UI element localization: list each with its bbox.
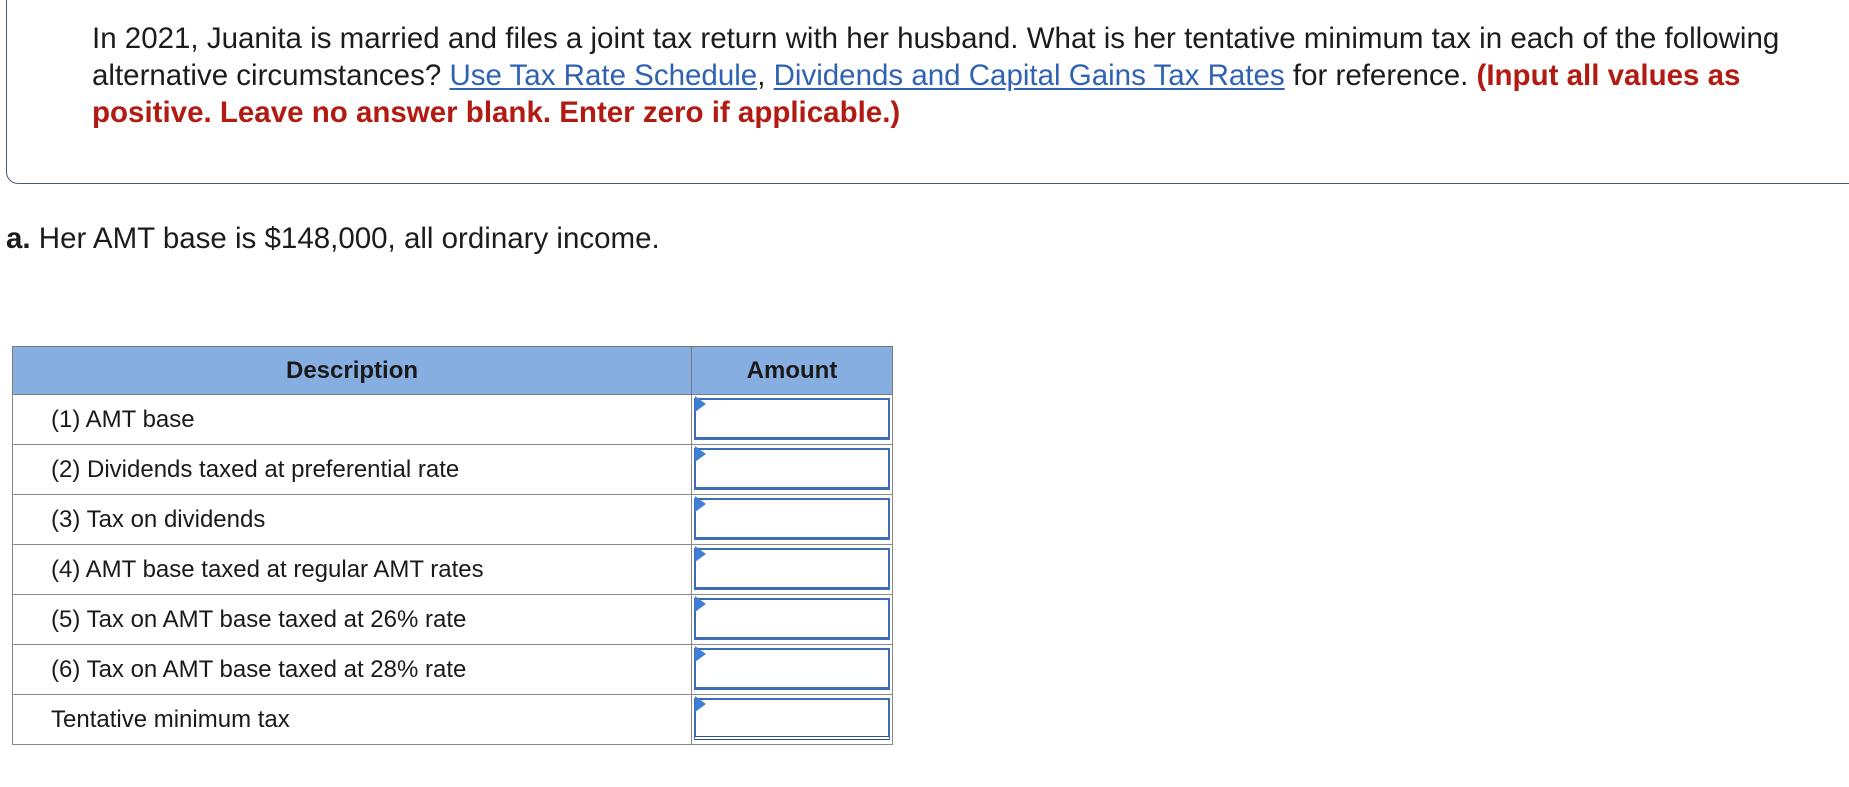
- input-flag-icon: [695, 396, 706, 412]
- row-label: (2) Dividends taxed at preferential rate: [13, 445, 692, 495]
- description-header: Description: [13, 347, 692, 395]
- amt-base-input[interactable]: [694, 398, 890, 440]
- question-text: [92, 20, 1792, 131]
- amount-header: Amount: [692, 347, 893, 395]
- row-label: (3) Tax on dividends: [13, 495, 692, 545]
- row-label: (6) Tax on AMT base taxed at 28% rate: [13, 645, 692, 695]
- amount-cell: [692, 645, 893, 695]
- amt-table: [12, 346, 893, 745]
- row-label: (5) Tax on AMT base taxed at 26% rate: [13, 595, 692, 645]
- tentative-minimum-tax-input[interactable]: [694, 698, 890, 740]
- tax-on-dividends-input[interactable]: [694, 498, 890, 540]
- dividends-capital-gains-link[interactable]: Dividends and Capital Gains Tax Rates: [773, 59, 1285, 92]
- instruction-text: (Input all values as positive. Leave no answer blank. Enter zero if applicable.): [92, 59, 1741, 129]
- tax-rate-schedule-link[interactable]: Use Tax Rate Schedule: [449, 59, 758, 92]
- input-flag-icon: [695, 496, 706, 512]
- table-row-amt-base: [13, 395, 893, 445]
- row-label: (4) AMT base taxed at regular AMT rates: [13, 545, 692, 595]
- table-row-tentative-minimum-tax: [13, 695, 893, 745]
- input-flag-icon: [695, 696, 706, 712]
- table-row-tax-28-rate: [13, 645, 893, 695]
- amount-cell: [692, 495, 893, 545]
- row-label: (1) AMT base: [13, 395, 692, 445]
- input-flag-icon: [695, 546, 706, 562]
- amount-cell: [692, 545, 893, 595]
- input-flag-icon: [695, 446, 706, 462]
- question-text-before: In 2021, Juanita is married and files a joint tax return with her husband. What is her tentative minimum tax in each of the following alternative circumstances?: [92, 22, 1780, 92]
- link-separator: ,: [757, 59, 774, 92]
- amount-cell: [692, 445, 893, 495]
- table-row-regular-amt-base: [13, 545, 893, 595]
- table-row-tax-on-dividends: [13, 495, 893, 545]
- dividends-preferential-input[interactable]: [694, 448, 890, 490]
- amount-cell: [692, 695, 893, 745]
- table-row-dividends-preferential: [13, 445, 893, 495]
- tax-28-rate-input[interactable]: [694, 648, 890, 690]
- table-row-tax-26-rate: [13, 595, 893, 645]
- part-letter: a.: [6, 222, 31, 255]
- question-text-after: for reference.: [1284, 59, 1477, 92]
- part-text: Her AMT base is $148,000, all ordinary income.: [30, 222, 660, 255]
- row-label: Tentative minimum tax: [13, 695, 692, 745]
- tax-26-rate-input[interactable]: [694, 598, 890, 640]
- regular-amt-base-input[interactable]: [694, 548, 890, 590]
- part-a-label: [6, 222, 660, 256]
- table-header-row: [13, 347, 893, 395]
- amount-cell: [692, 595, 893, 645]
- amount-cell: [692, 395, 893, 445]
- input-flag-icon: [695, 596, 706, 612]
- input-flag-icon: [695, 646, 706, 662]
